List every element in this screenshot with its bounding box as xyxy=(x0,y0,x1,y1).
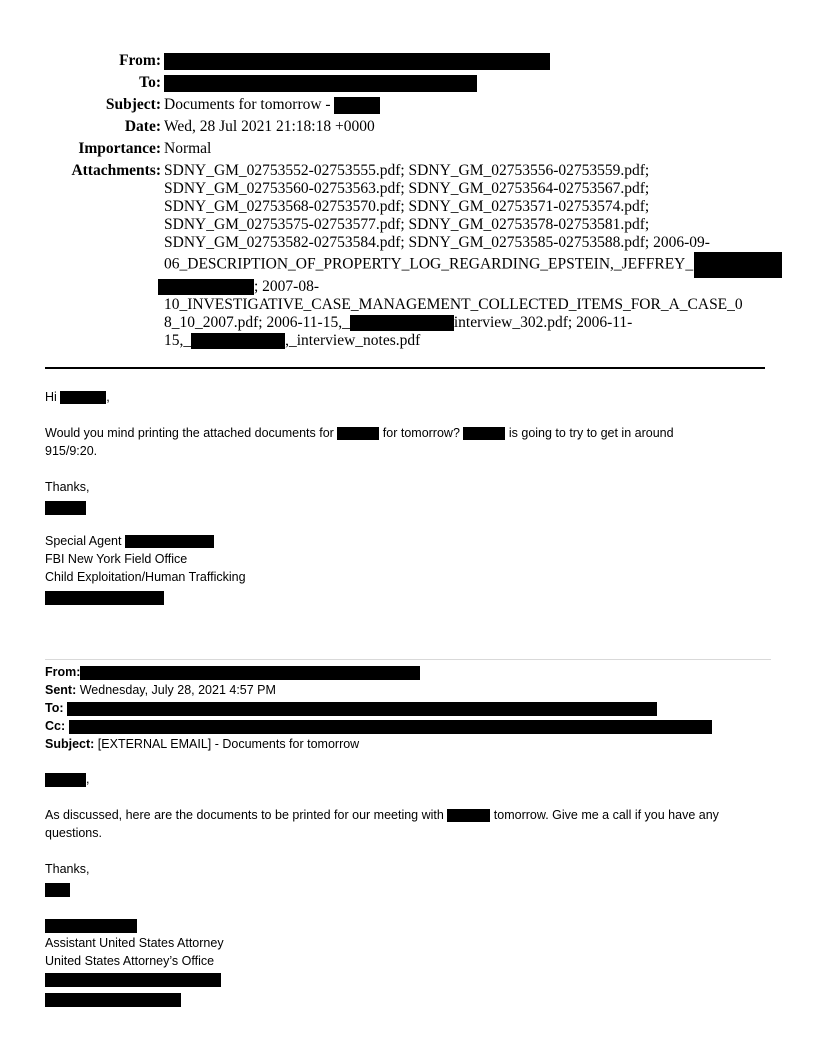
attachments-label: Attachments: xyxy=(71,162,161,179)
original-header: From: Sent: Wednesday, July 28, 2021 4:57 PM To: Cc: Subject: [EXTERNAL EMAIL] - Documents for tomorrow xyxy=(45,663,712,753)
redaction xyxy=(334,97,380,114)
from-label: From: xyxy=(119,52,161,69)
redaction xyxy=(164,53,550,70)
redaction xyxy=(45,919,137,933)
message-separator xyxy=(45,659,771,660)
from-row xyxy=(0,52,816,74)
attachments-row xyxy=(0,162,816,362)
attachment-line: 10_INVESTIGATIVE_CASE_MANAGEMENT_COLLECTED_ITEMS_FOR_A_CASE_0 xyxy=(164,296,743,313)
attachment-line: SDNY_GM_02753568-02753570.pdf; SDNY_GM_02753571-02753574.pdf; xyxy=(164,198,650,215)
date-value: Wed, 28 Jul 2021 21:18:18 +0000 xyxy=(164,118,375,135)
redaction xyxy=(69,720,712,734)
attachment-line: 8_10_2007.pdf; 2006-11-15,_ xyxy=(164,314,350,331)
attachment-line: ; 2007-08- xyxy=(254,278,320,295)
importance-row xyxy=(0,140,816,162)
redaction xyxy=(694,252,782,278)
attachment-line: SDNY_GM_02753582-02753584.pdf; SDNY_GM_02753585-02753588.pdf; 2006-09- xyxy=(164,234,710,251)
redaction xyxy=(45,883,70,897)
subject-label: Subject: xyxy=(105,96,161,113)
original-signature: Assistant United States Attorney United States Attorney’s Office xyxy=(45,916,224,1008)
redaction xyxy=(463,427,505,440)
original-message: As discussed, here are the documents to be printed for our meeting with tomorrow. Give me a call if you have any questions. xyxy=(45,808,719,840)
redaction xyxy=(60,391,106,404)
importance-value: Normal xyxy=(164,140,212,157)
redaction xyxy=(191,333,285,349)
to-row xyxy=(0,74,816,96)
reply-closing: Thanks, xyxy=(45,478,89,516)
redaction xyxy=(125,535,214,548)
attachment-line: 15,_ xyxy=(164,332,192,349)
attachment-line: SDNY_GM_02753552-02753555.pdf; SDNY_GM_02753556-02753559.pdf; xyxy=(164,162,650,179)
subject-value: Documents for tomorrow - xyxy=(164,96,331,113)
redaction xyxy=(164,75,477,92)
redaction xyxy=(80,666,420,680)
attachments-list xyxy=(164,162,794,350)
attachment-line: 06_DESCRIPTION_OF_PROPERTY_LOG_REGARDING_EPSTEIN,_JEFFREY_ xyxy=(164,255,694,273)
attachment-line: ,_interview_notes.pdf xyxy=(285,332,421,349)
original-greeting: , xyxy=(45,770,89,788)
to-label: To: xyxy=(139,74,161,91)
header-divider xyxy=(45,367,765,369)
date-row xyxy=(0,118,816,140)
redaction xyxy=(67,702,657,716)
date-label: Date: xyxy=(124,118,161,135)
reply-message: Would you mind printing the attached documents for for tomorrow? is going to try to get in around 915/9:20. xyxy=(45,426,674,458)
redaction xyxy=(45,501,86,515)
attachment-line: SDNY_GM_02753560-02753563.pdf; SDNY_GM_02753564-02753567.pdf; xyxy=(164,180,650,197)
reply-greeting: Hi , xyxy=(45,390,110,404)
attachment-line: SDNY_GM_02753575-02753577.pdf; SDNY_GM_02753578-02753581.pdf; xyxy=(164,216,650,233)
redaction xyxy=(337,427,379,440)
redaction xyxy=(350,315,454,331)
redaction xyxy=(447,809,490,822)
redaction xyxy=(45,993,181,1007)
redaction xyxy=(158,279,254,295)
importance-label: Importance: xyxy=(78,140,161,157)
attachment-line: interview_302.pdf; 2006-11- xyxy=(453,314,633,331)
original-closing: Thanks, xyxy=(45,860,89,898)
reply-signature: Special Agent FBI New York Field Office Child Exploitation/Human Trafficking xyxy=(45,532,246,606)
email-header xyxy=(0,52,816,362)
subject-row xyxy=(0,96,816,118)
redaction xyxy=(45,773,86,787)
redaction xyxy=(45,591,164,605)
redaction xyxy=(45,973,221,987)
